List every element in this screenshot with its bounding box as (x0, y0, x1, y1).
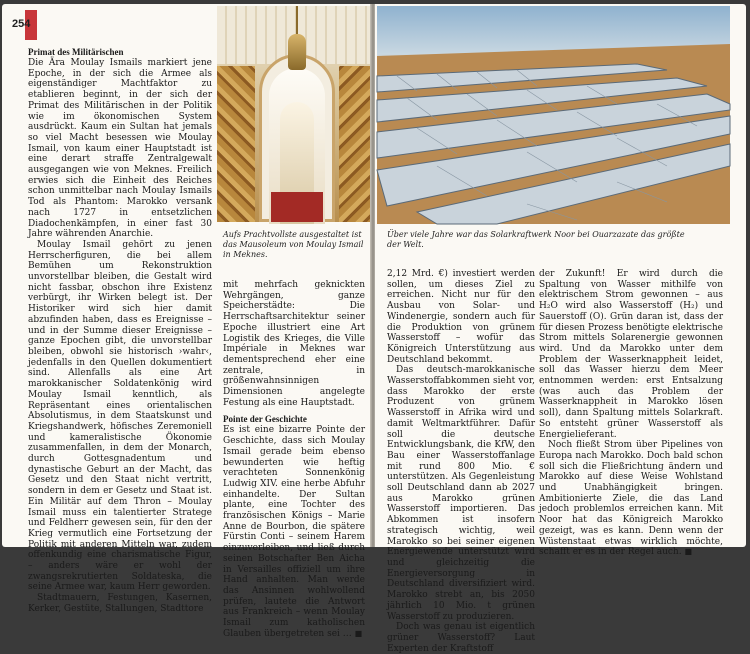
section-heading-pointe: Pointe der Geschichte (223, 414, 307, 425)
paragraph: Die Ära Moulay Ismails markiert jene Epoche, in der sich die Armee als eigenständiger Machtfaktor zu etablieren beginnt, in der sich der Primat des Militärischen in der Politik wie im ökonomischen System ausdrückt. Kaum ein Sultan hat jemals so viel Macht besessen wie Moulay Ismail, von kaum einer Hauptstadt ist eine derart straffe Zentralgewalt ausgegangen wie von Meknes. Freilich erwies sich die Einheit des Reiches schon unmittelbar nach Moulay Ismails Tod als Phantom: Marokko versank nach 1727 in entsetzlichen Diadochenkämpfen, in einer fast 30 Jahre währenden Anarchie. (28, 58, 212, 240)
left-page (2, 4, 372, 639)
paragraph-text: Es ist eine bizarre Pointe der Geschichte, dass sich Moulay Ismail gerade beim ebenso bewunderten wie heftig verachteten Sonnenkönig Ludwig XIV. eine herbe Abfuhr einhandelte. Der Sultan plante, eine Tochter des französischen Königs – Marie Anne de Bourbon, die spätere Fürstin Conti – seinem Harem einzuverleiben, und ließ durch seinen Botschafter Ben Aicha in Versailles offiziell um ihre Hand anhalten. Man werde das Ansinnen wohlwollend prüfen, lautete die Antwort aus Frankreich – wenn Moulay Ismail zum katholischen Glauben übergetreten sei … (223, 425, 365, 639)
section-heading-military: Primat des Militärischen (28, 47, 124, 57)
right-column-2 (539, 269, 723, 558)
solar-plant-photo (377, 6, 730, 224)
paragraph: Doch was genau ist eigentlich grüner Wasserstoff? Laut Experten der Kraftstoff (387, 622, 535, 654)
paragraph: Stadtmauern, Festungen, Kasernen, Kerker, Gestüte, Stallungen, Stadttore (28, 593, 212, 614)
paragraph: mit mehrfach geknickten Wehrgängen, ganze Speicherstädte: Die Herrschaftsarchitektur seiner Epoche illustriert eine Art Logistik des Krieges, die Ville Impériale in Meknes war dementsprechend eher eine zentrale, in größenwahnsinnigen Dimensionen angelegte Festung als eine Hauptstadt. (223, 280, 365, 408)
paragraph: 2,12 Mrd. €) investiert werden sollen, um dieses Ziel zu erreichen. Nicht nur für den Ausbau von Solar- und Windenergie, sondern auch für die Produktion von grünem Wasserstoff – wofür das Königreich Unterstützung aus Deutschland bekommt. (387, 269, 535, 365)
paragraph: Das deutsch-marokkanische Wasserstoffabkommen sieht vor, dass Marokko der erste Produzent von grünem Wasserstoff in Afrika wird und damit Weltmarktführer. Dafür soll die deutsche Entwicklungsbank, die KfW, den Bau einer Wasserstoffanlage mit rund 800 Mio. € unterstützen. Als Gegenleistung soll Deutschland dann ab 2027 aus Marokko grünen Wasserstoff importieren. Das Abkommen ist insofern strategisch wichtig, weil Marokko so bei seiner eigenen Energiewende unterstützt wird und gleichzeitig die Energieversorgung in Deutschland diversifiziert wird. Marokko strebt an, bis 2050 jährlich 10 Mio. t grünen Wasserstoff zu produzieren. (387, 365, 535, 622)
end-mark: ■ (684, 547, 693, 557)
right-page (375, 4, 746, 654)
solar-caption: Über viele Jahre war das Solarkraftwerk Noor bei Ouarzazate das größte der Welt. (387, 230, 685, 249)
paragraph (539, 440, 723, 558)
paragraph-text: Noch fließt Strom über Pipelines von Europa nach Marokko. Doch bald schon soll sich die Fließrichtung ändern und Marokko auf diese Weise Wohlstand und Unabhängigkeit bringen. Ambitionierte Ziele, die das Land jedoch problemlos erreichen kann. Mit Noor hat das Königreich Marokko gezeigt, was es kann. Denn wenn der Wüstenstaat etwas wirklich möchte, schafft er es in der Regel auch. (539, 440, 723, 558)
left-column-1 (28, 47, 212, 615)
paragraph: Moulay Ismail gehört zu jenen Herrscherfiguren, die bei allem Bemühen um Rekonstruktion unvorstellbar bleiben, die Gestalt wird nicht fassbar, obschon ihre Existenz verbürgt, ihr Wirken belegt ist. Der Historiker wird sich hier damit abzufinden haben, dass es Ereignisse – und in der Summe dieser Ereignisse – ganze Epochen gibt, die unvorstellbar bleiben, obwohl sie historisch ›wahr‹, jedenfalls in den Quellen dokumentiert sind. Allenfalls als eine Art marokkanischer Soldatenkönig wird Moulay Ismail kenntlich, als Repräsentant eines orientalischen Absolutismus, in dem Staatskunst und Kriegshandwerk, höfisches Zeremoniell und kameralistische Ökonomie zusammenfallen, in dem der Monarch, durch Gottesgnadentum und dynastische Geburt an der Macht, das Gesetz und den Staat nicht vertritt, sondern in dem er Gesetz und Staat ist. Ein Militär auf dem Thron – Moulay Ismail muss ein talentierter Stratege und Feldherr gewesen sein, für den der Krieg vermutlich eine Fortsetzung der Politik mit anderen Mitteln war, zudem offenkundig eine charismatische Figur, – anders wäre er wohl der zwangsrekrutierten Soldateska, die seine Armee war, kaum Herr geworden. (28, 239, 212, 593)
left-column-2 (223, 280, 365, 640)
mosque-photo (217, 6, 375, 222)
mosque-caption: Aufs Prachtvollste ausgestaltet ist das Mausoleum von Moulay Ismail in Meknes. (223, 230, 364, 259)
page-number: 254 (12, 18, 31, 30)
paragraph: der Zukunft! Er wird durch die Spaltung von Wasser mithilfe von elektrischem Strom gewonnen – aus H₂O wird also Wasserstoff (H₂) und Sauerstoff (O). Grün daran ist, dass der für diesen Prozess benötigte elektrische Strom mittels Solarenergie gewonnen wird. Und da Marokko unter dem Problem der Wasserknappheit leidet, soll das Wasser hierzu dem Meer entnommen werden: erst Entsalzung (was auch das Problem der Wasserknappheit in Marokko lösen soll), dann Spaltung mittels Solarkraft. So entsteht grüner Wasserstoff als Energielieferant. (539, 269, 723, 440)
right-column-1 (387, 269, 535, 654)
end-mark: ■ (354, 628, 363, 638)
paragraph (223, 425, 365, 639)
